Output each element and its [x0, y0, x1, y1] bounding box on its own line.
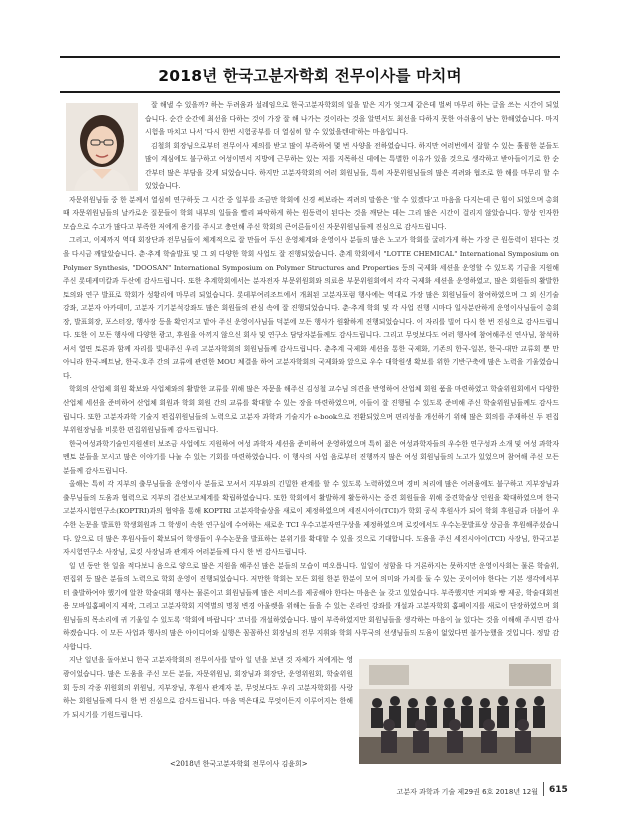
group-photo-illustration	[359, 659, 561, 764]
paragraph-7: 올해는 특히 각 지부의 출무님들을 운영이사 분들로 모셔서 지부와의 긴밀한 관계를 할 수 있도록 노력하였으며 경비 처리에 많은 어려움에도 불구하고 지부장님과 출무님들의 도움과 협력으로 지부의 결산보고체계를 확립하였습니다. 또한 학회에서 활발하게 활동하시는 중견 회원들을 위해 중견학술상 인원을 확대하였으며 한국고분자시험연구소(KOPTRI)과의 협약을 통해 KOPTRI 고분자학술상을 새로이 제정하였으며 세진시아이(TCI)가 학회 공식 후원사가 되어 학회 후원금과 더불어 우수한 논문을 발표한 학생회원과 그 학생이 속한 연구실에 수여하는 새로운 TCI 우수고분자연구상을 제정하였으며 로킷에서도 우수논문발표상 상금을 후원해주셨습니다. 앞으로 더 많은 후원사들이 확보되어 학생들이 우수논문을 발표하는 분위기를 확대할 수 있을 것으로 기대합니다. 도움을 주신 세진시아이(TCI) 사장님, 한국고분자시험연구소 사장님, 로킷 사장님과 관계자 여러분들께 다시 한 번 감사드립니다.	[63, 480, 559, 557]
page-number: 615	[549, 785, 568, 795]
title-block	[60, 56, 560, 93]
paragraph-1: 잘 해낼 수 있을까? 하는 두려움과 설레임으로 한국고분자학회의 일을 맡은 지가 엊그제 같은데 벌써 마무리 하는 글을 쓰는 시간이 되었습니다. 순간 순간에 최선을 다하는 것이 가장 잘 해 나가는 것이라는 것을 알면서도 최선을 다하지 못한 아쉬움이 남는 한해였습니다. 마지 시험을 마치고 나서 '다시 한번 시험공부를 더 열심히 할 수 있었을텐데'하는 마음입니다.	[145, 101, 559, 137]
title-bottom-rule	[60, 91, 560, 93]
paragraph-9: 지난 일년을 돌아보니 한국 고분자학회의 전무이사를 맡아 일 년을 보낸 것 자체가 저에게는 영광이었습니다. 많은 도움을 주신 모든 분들, 자문위원님, 회장님과 회장단, 운영위원회, 학술위원회 등의 각종 위원회의 위원님, 지부장님, 후원사 관계자 분, 무엇보다도 우리 고분자학회를 사랑하는 회원님들께 다시 한 번 진심으로 감사드립니다. 마음 먹은대로 무엇이든지 이루어지는 한해가 되시기를 기원드립니다.	[63, 656, 353, 719]
footer-divider	[543, 782, 544, 796]
article-body	[63, 99, 559, 722]
paragraph-3: 자문위원님들 중 한 분께서 열심히 연구하듯 그 시간 중 일부를 조금만 학회에 신경 써보라는 격려의 말씀은 '할 수 있겠다'고 마음을 다지는데 큰 힘이 되었으며 총회 때 자문위원님들의 날카로운 질문들이 학회 내부의 일들을 빨리 파악하게 하는 원동력이 된다는 것을 깨닫는 데는 그리 많은 시간이 걸리지 않았습니다. 항상 인자한 모습으로 수고가 많다고 부족한 저에게 용기를 주시고 충언해 주신 학회의 큰어른들이신 자문위원님들께 진심으로 감사드립니다.	[63, 195, 559, 231]
paragraph-4: 그리고, 이제까지 역대 회장단과 전무님들이 체계적으로 잘 만들어 두신 운영체계와 운영이사 분들의 많은 노고가 학회를 굴러가게 하는 가장 큰 원동력이 된다는 것을 다시금 깨달았습니다. 춘·추계 학술발표 및 그 외 다양한 학회 사업도 잘 진행되었습니다. 춘계 학회에서 "LOTTE CHEMICAL" International Symposium on Polymer Synthesis, "DOOSAN" International Symposium on Polymer Structures and Properties 등의 국제화 세션을 운영할 수 있도록 기금을 지원해 주신 롯데케미칼과 두산에 감사드립니다. 또한 추계학회에서는 분자전자 부문위원회와 의료용 부문위원회에서 각각 국제화 세션을 운영하였고, 많은 회원들의 활발한 토의와 연구 발표로 학회가 성황리에 마무리 되었습니다. 롯데부여리조트에서 개최된 고분자포럼 행사에는 역대로 가장 많은 회원님들이 참여하였으며 그 외 신기술 강좌, 고분자 아카데미, 고분자 기기분석강좌도 많은 회원들의 관심 속에 잘 진행되었습니다. 춘·추계 학회 및 각 사업 진행 시마다 일사분란하게 운영이사님들이 총회장, 발표회장, 포스터장, 행사장 등을 확인지고 맡아 주신 운영이사님들 덕분에 모든 행사가 원활하게 진행되었습니다. 이 자리를 빌어 다시 한 번 진심으로 감사드립니다. 또한 이 모든 행사에 다양한 광고, 후원을 아끼지 않으신 회사 및 연구소 담당자분들께도 감사드립니다. 그리고 무엇보다도 여러 행사에 참여해주신 연사님, 참석하셔서 열띤 토론과 함께 자리를 빛내주신 우리 고분자학회의 회원님들께 감사드립니다. 춘추계 국제화 세션을 통한 국제화, 기존의 한국-일본, 한국-대만 교류회 뿐 만 아니라 한국-베트남, 한국-호주 간의 교류에 관련한 MOU 체결을 하여 고분자학회의 국제화와 앞으로 우수 대학원생 확보를 위한 기반구축에 많은 노력을 기울였습니다.	[63, 236, 560, 380]
page-title: 2018년 한국고분자학회 전무이사를 마치며	[158, 67, 462, 85]
paragraph-5: 학회의 산업체 회원 확보와 사업체와의 활발한 교류를 위해 많은 자문을 해주신 김성철 교수님 의견을 반영하여 산업체 회원 품을 마련하였고 학술위원회에서 다양한 산업체 세션을 준비하여 산업체 회원과 학회 회원 간의 교류를 확대할 수 있는 장을 마련하였으며, 이들이 잘 진행될 수 있도록 준비해 주신 학술위원님들께도 감사드립니다. 또한 고분자과학 기술지 편집위원님들의 노력으로 고분자 과학과 기술지가 e-book으로 전환되었으며 편리성을 개선하기 위해 많은 회의를 주재하신 두 편집 부위원장님을 비롯한 편집위원님들께 감사드립니다.	[63, 385, 559, 435]
paragraph-6: 한국여성과학기술인지원센터 보조금 사업에도 지원하여 여성 과학자 세션을 준비하여 운영하였으며 특히 젊은 여성과학자들의 우수한 연구성과 소개 및 여성 과학자 멘토 분들을 모시고 많은 이야기를 나눌 수 있는 기회를 마련하였습니다. 이 행사의 사업 음로부터 진행까지 많은 여성 회원님들의 노고가 있었으며 참여해 주신 모든 분들께 감사드립니다.	[63, 439, 559, 475]
paragraph-8: 일 년 동안 한 일을 적다보니 음으로 양으로 많은 지원을 해주신 많은 분들의 모습이 떠오릅니다. 일일이 성함을 다 거론하지는 못하지만 운영이사회는 물론 학술위, 편집위 등 많은 분들의 노력으로 학회 운영이 진행되었습니다. 저만한 학회는 모든 회원 한분 한분이 모여 의미와 가치를 둘 수 있는 곳이어야 한다는 기본 생각에서부터 출발하여야 했기에 알찬 학술대회 행사는 물론이고 회원님들께 많은 서비스를 제공해야 한다는 마음은 늘 갖고 있었습니다. 부족했지만 커피와 빵 제공, 학술대회전용 모바일홈페이지 제작, 그리고 고분자학회 지역별의 명칭 변경 아울렛을 위해는 들을 수 있는 온라인 강좌를 개설과 고분자학회 홈페이지를 새로이 단장하였으며 회원님들의 목소리에 귀 기울일 수 있도록 '학회에 바랍니다' 코너를 개설하였습니다. 많이 부족하였지만 회원님들을 생각하는 마음이 늘 있다는 것을 이해해 주시면 감사하겠습니다. 이 모든 사업과 행사의 많은 아이디어와 실행은 꼼꼼하신 회장님의 전무 지휘와 학회 사무국의 선생님들의 도움이 없었다면 불가능했을 것입니다. 정말 감사합니다.	[63, 561, 560, 651]
group-photo	[359, 659, 561, 764]
paragraph-2: 김철희 회장님으로부터 전무이사 제의를 받고 많이 부족하여 몇 번 사양을 전하였습니다. 하지만 여러번에서 잘할 수 있는 훌륭한 분들도 많이 계심에도 불구하고 여성이면서 지방에 근무하는 있는 저를 지목하신 데에는 특별한 이유가 있을 것으로 생각하고 받아들이기로 한 순간부터 많은 부담을 갖게 되었습니다. 하지만 고분자학회의 여러 회원님들, 특히 자문위원님들의 많은 격려와 협조로 한 해를 마무리 할 수 있었습니다.	[145, 141, 559, 191]
journal-footer: 고분자 과학과 기술 제29권 6호 2018년 12월	[396, 788, 538, 796]
author-signature: <2018년 한국고분자학회 전무이사 김윤희>	[170, 760, 308, 768]
